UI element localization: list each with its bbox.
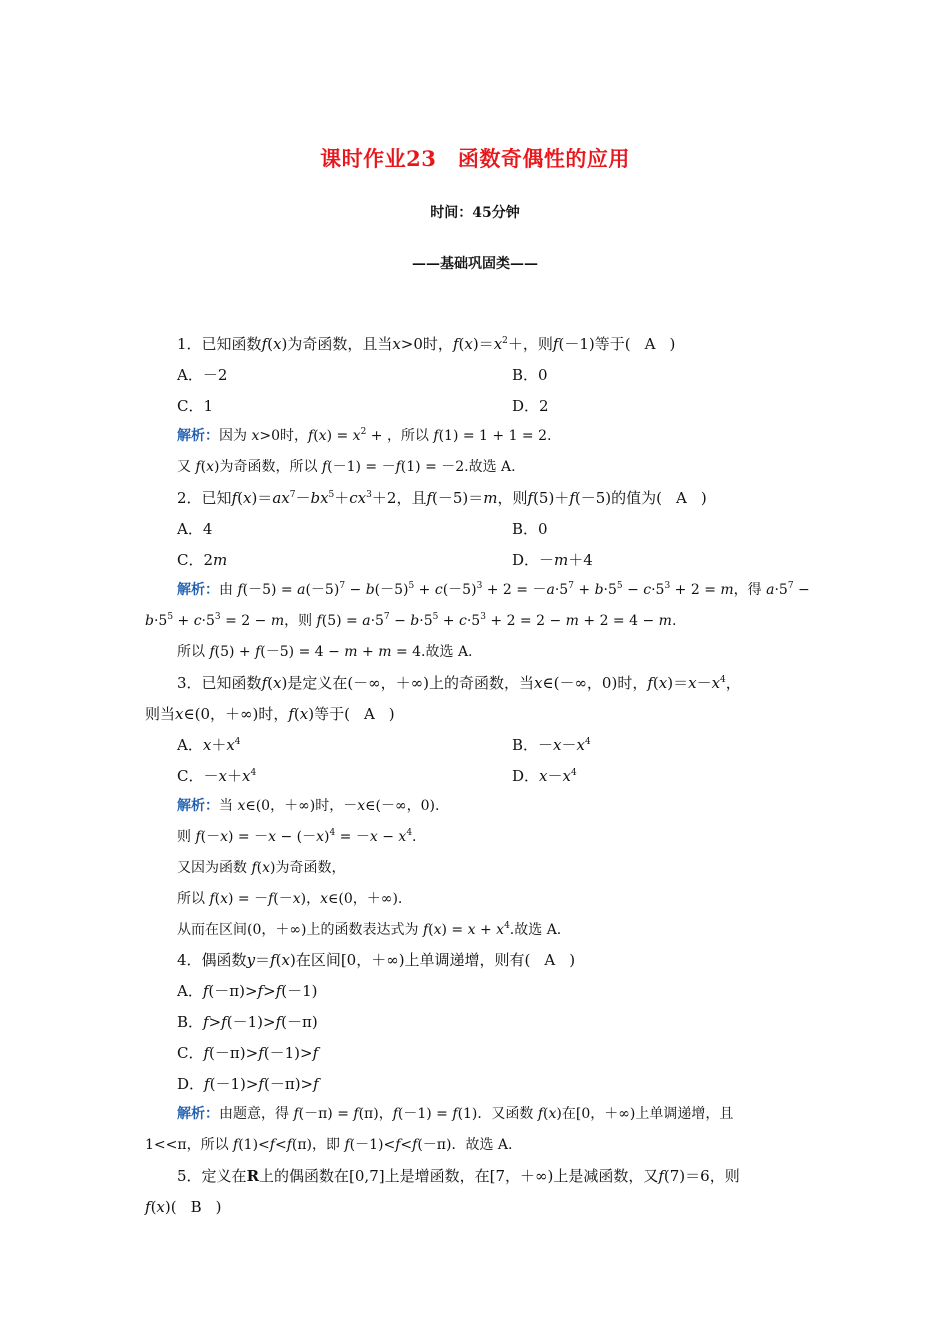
question-2-option-a: A．4 <box>177 520 213 538</box>
question-3-option-d: D．$x-x^4$ <box>512 767 577 785</box>
question-2-answer: A <box>676 489 687 507</box>
question-4-stem: 4．偶函数y＝f(x)在区间[0，＋∞)上单调递增，则有( A ) <box>177 951 576 969</box>
question-1-option-a: A．－2 <box>177 366 228 384</box>
question-3-option-c: C．$-x+x^4$ <box>177 767 257 785</box>
question-1-answer: A <box>644 335 656 353</box>
question-3-stem-line-2: 则当x∈(0，＋∞)时，f(x)等于( A ) <box>145 705 395 723</box>
question-2-option-b: B．0 <box>512 520 548 538</box>
question-4-answer: A <box>544 951 556 969</box>
question-4-solution-line-1: 解析：由题意，得 f(－π) = f(π)，f(－1) = f(1)．又函数 f(x)在[0，＋∞)上单调递增，且 <box>177 1106 734 1122</box>
question-5-stem: 5．定义在R上的偶函数在[0,7]上是增函数，在[7，＋∞)上是减函数，又f(7)＝6，则 <box>177 1167 740 1185</box>
question-3-stem: 3．已知函数f(x)是定义在(－∞，＋∞)上的奇函数，当x∈(－∞，0)时，$f(x)=x-x^4$， <box>177 674 741 692</box>
question-3-answer: A <box>363 705 375 723</box>
question-1-option-b: B．0 <box>512 366 548 384</box>
question-2-option-c: C．2m <box>177 551 228 569</box>
question-3-solution-line-3: 又因为函数 f(x)为奇函数， <box>177 860 346 876</box>
question-2-solution-line-1: 解析：由 $f(-5) = a(-5)^7 - b(-5)^5 + c(-5)^3 + 2 = -a\cdot 5^7 + b\cdot 5^5 - c\cdot 5^3 + 2 = m$，得 $a\cdot 5^7$ − <box>177 581 810 598</box>
question-2-solution-line-2: $b\cdot 5^5 + c\cdot 5^3 = 2 - m$，则 $f(5) = a\cdot 5^7 - b\cdot 5^5 + c\cdot 5^3 + 2 = 2 - m + 2 = 4 - m$. <box>145 612 677 629</box>
question-4-option-c: C．f(－π)>f(－1)>f <box>177 1044 319 1062</box>
question-4-option-a: A．f(－π)>f>f(－1) <box>177 982 318 1000</box>
question-3-solution-line-5: 从而在区间(0，＋∞)上的函数表达式为 $f(x) = x + x^4$.故选 A. <box>177 921 562 938</box>
question-3-option-a: A．$x+x^4$ <box>177 736 241 754</box>
page-title: 课时作业23 函数奇偶性的应用 <box>320 146 630 171</box>
question-2-option-d: D．－m＋4 <box>512 551 593 569</box>
question-1-option-d: D．2 <box>512 397 549 415</box>
question-2-stem: 2．已知$f(x)=ax^7-bx^5+cx^3+2$，且f(－5)＝m，则f(5)＋f(－5)的值为( A ) <box>177 489 707 507</box>
solution-label: 解析： <box>177 428 219 444</box>
question-3-solution-line-1: 解析：当 x∈(0，＋∞)时，－x∈(－∞，0). <box>177 798 440 814</box>
question-4-solution-line-2: 1<<π，所以 f(1)<f<f(π)，即 f(－1)<f<f(－π)．故选 A. <box>145 1137 513 1153</box>
question-5-answer: B <box>190 1198 202 1216</box>
question-5-stem-line-2: f(x)( B ) <box>145 1198 222 1216</box>
question-3-solution-line-2: 则 $f(-x) = -x - (-x)^4 = -x - x^4$. <box>177 828 417 845</box>
question-1-solution-line-1: 解析：因为 x>0时，$f(x) = x^2$ + ，所以 f(1) = 1 + 1 = 2. <box>177 427 552 444</box>
section-heading: ——基础巩固类—— <box>412 256 538 272</box>
time-limit: 时间：45分钟 <box>430 205 520 221</box>
question-4-option-b: B．f>f(－1)>f(－π) <box>177 1013 318 1031</box>
question-2-solution-line-3: 所以 f(5) + f(－5) = 4 − m + m = 4.故选 A. <box>177 644 473 660</box>
question-1-option-c: C．1 <box>177 397 214 415</box>
question-1-stem: 1．已知函数f(x)为奇函数，且当x>0时，$f(x)=x^2+$，则f(－1)等于( A ) <box>177 335 676 353</box>
question-1-solution-line-2: 又 f(x)为奇函数，所以 f(－1) = －f(1) = －2.故选 A. <box>177 459 516 475</box>
question-3-option-b: B．$-x-x^4$ <box>512 736 591 754</box>
question-3-solution-line-4: 所以 f(x) = －f(－x)，x∈(0，＋∞). <box>177 891 403 907</box>
question-4-option-d: D．f(－1)>f(－π)>f <box>177 1075 319 1093</box>
